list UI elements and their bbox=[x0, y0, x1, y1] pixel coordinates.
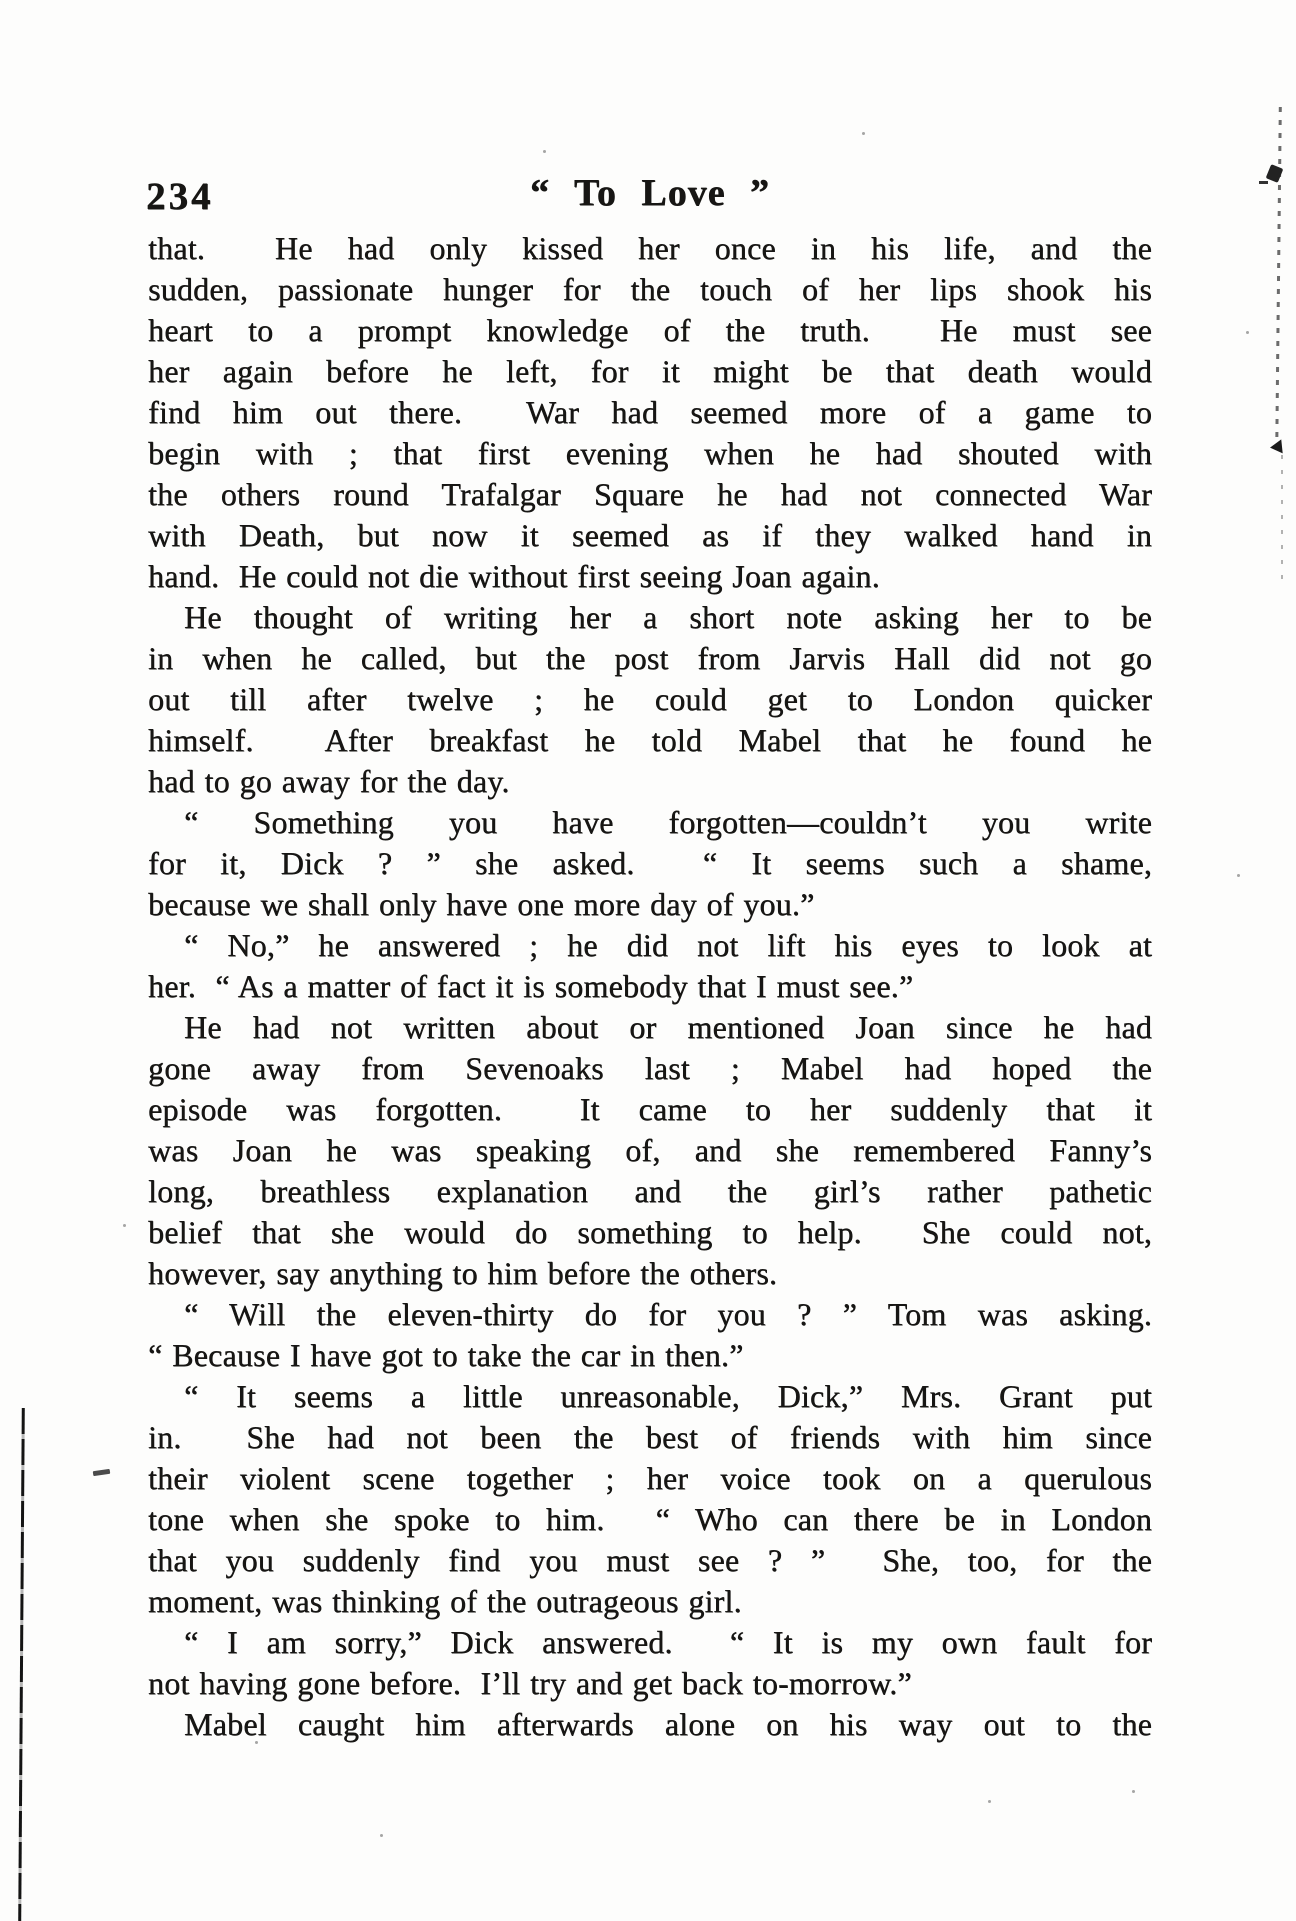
text-line: for it, Dick ? ” she asked. “ It seems such a shame, bbox=[148, 845, 1152, 881]
text-line: tone when she spoke to him. “ Who can there be in London bbox=[148, 1501, 1152, 1537]
text-line: “ Will the eleven-thirty do for you ? ” Tom was asking. bbox=[184, 1296, 1152, 1332]
text-line: sudden, passionate hunger for the touch of her lips shook his bbox=[148, 271, 1152, 307]
text-line: the others round Trafalgar Square he had not connected War bbox=[148, 476, 1152, 512]
text-line: in. She had not been the best of friends with him since bbox=[148, 1419, 1152, 1455]
text-line: with Death, but now it seemed as if they walked hand in bbox=[148, 517, 1152, 553]
text-line: their violent scene together ; her voice took on a querulous bbox=[148, 1460, 1152, 1496]
text-line: He had not written about or mentioned Joan since he had bbox=[184, 1009, 1152, 1045]
scan-artifact-right-edge-dash bbox=[1259, 181, 1268, 184]
text-line: Mabel caught him afterwards alone on his way out to the bbox=[184, 1706, 1152, 1742]
text-line: “ No,” he answered ; he did not lift his eyes to look at bbox=[184, 927, 1152, 963]
text-line: was Joan he was speaking of, and she remembered Fanny’s bbox=[148, 1132, 1152, 1168]
running-title: “ To Love ” bbox=[530, 172, 770, 214]
text-line: out till after twelve ; he could get to London quicker bbox=[148, 681, 1152, 717]
page-number: 234 bbox=[146, 175, 214, 218]
text-line: had to go away for the day. bbox=[148, 763, 510, 799]
text-line: her. “ As a matter of fact it is somebody that I must see.” bbox=[148, 968, 914, 1004]
scan-artifact-right-edge-dashes-lower bbox=[1281, 455, 1283, 580]
text-line: find him out there. War had seemed more of a game to bbox=[148, 394, 1152, 430]
text-line: “ It seems a little unreasonable, Dick,” Mrs. Grant put bbox=[184, 1378, 1152, 1414]
text-line: in when he called, but the post from Jarvis Hall did not go bbox=[148, 640, 1152, 676]
text-line: begin with ; that first evening when he had shouted with bbox=[148, 435, 1152, 471]
scan-artifact-smudge bbox=[93, 1469, 111, 1476]
text-line: not having gone before. I’ll try and get back to-morrow.” bbox=[148, 1665, 912, 1701]
scan-speck bbox=[543, 150, 546, 153]
scan-artifact-arrow-mark bbox=[1269, 439, 1282, 454]
text-line: episode was forgotten. It came to her suddenly that it bbox=[148, 1091, 1152, 1127]
text-line: that you suddenly find you must see ? ” She, too, for the bbox=[148, 1542, 1152, 1578]
scan-speck bbox=[988, 1800, 991, 1803]
text-line: however, say anything to him before the others. bbox=[148, 1255, 778, 1291]
text-line: moment, was thinking of the outrageous girl. bbox=[148, 1583, 742, 1619]
text-line: himself. After breakfast he told Mabel that he found he bbox=[148, 722, 1152, 758]
scan-speck bbox=[1132, 1790, 1135, 1793]
text-line: “ Because I have got to take the car in then.” bbox=[148, 1337, 744, 1373]
scan-artifact-right-edge-dashes bbox=[1275, 107, 1282, 452]
text-line: long, breathless explanation and the girl’s rather pathetic bbox=[148, 1173, 1152, 1209]
scan-speck bbox=[123, 1224, 126, 1227]
text-line: her again before he left, for it might be that death would bbox=[148, 353, 1152, 389]
scan-artifact-right-edge-blob bbox=[1266, 164, 1284, 183]
scan-artifact-binding-line bbox=[18, 1408, 25, 1921]
scan-speck bbox=[380, 1834, 383, 1837]
text-line: heart to a prompt knowledge of the truth. He must see bbox=[148, 312, 1152, 348]
scan-speck bbox=[1237, 874, 1240, 877]
text-line: belief that she would do something to help. She could not, bbox=[148, 1214, 1152, 1250]
text-line: “ Something you have forgotten—couldn’t you write bbox=[184, 804, 1152, 840]
text-line: because we shall only have one more day of you.” bbox=[148, 886, 815, 922]
text-line: “ I am sorry,” Dick answered. “ It is my own fault for bbox=[184, 1624, 1152, 1660]
body-text bbox=[148, 228, 1152, 1745]
text-line: that. He had only kissed her once in his life, and the bbox=[148, 230, 1152, 266]
text-line: gone away from Sevenoaks last ; Mabel had hoped the bbox=[148, 1050, 1152, 1086]
text-line: He thought of writing her a short note asking her to be bbox=[184, 599, 1152, 635]
scan-speck bbox=[862, 132, 865, 135]
text-line: hand. He could not die without first seeing Joan again. bbox=[148, 558, 880, 594]
scan-speck bbox=[1246, 331, 1249, 334]
